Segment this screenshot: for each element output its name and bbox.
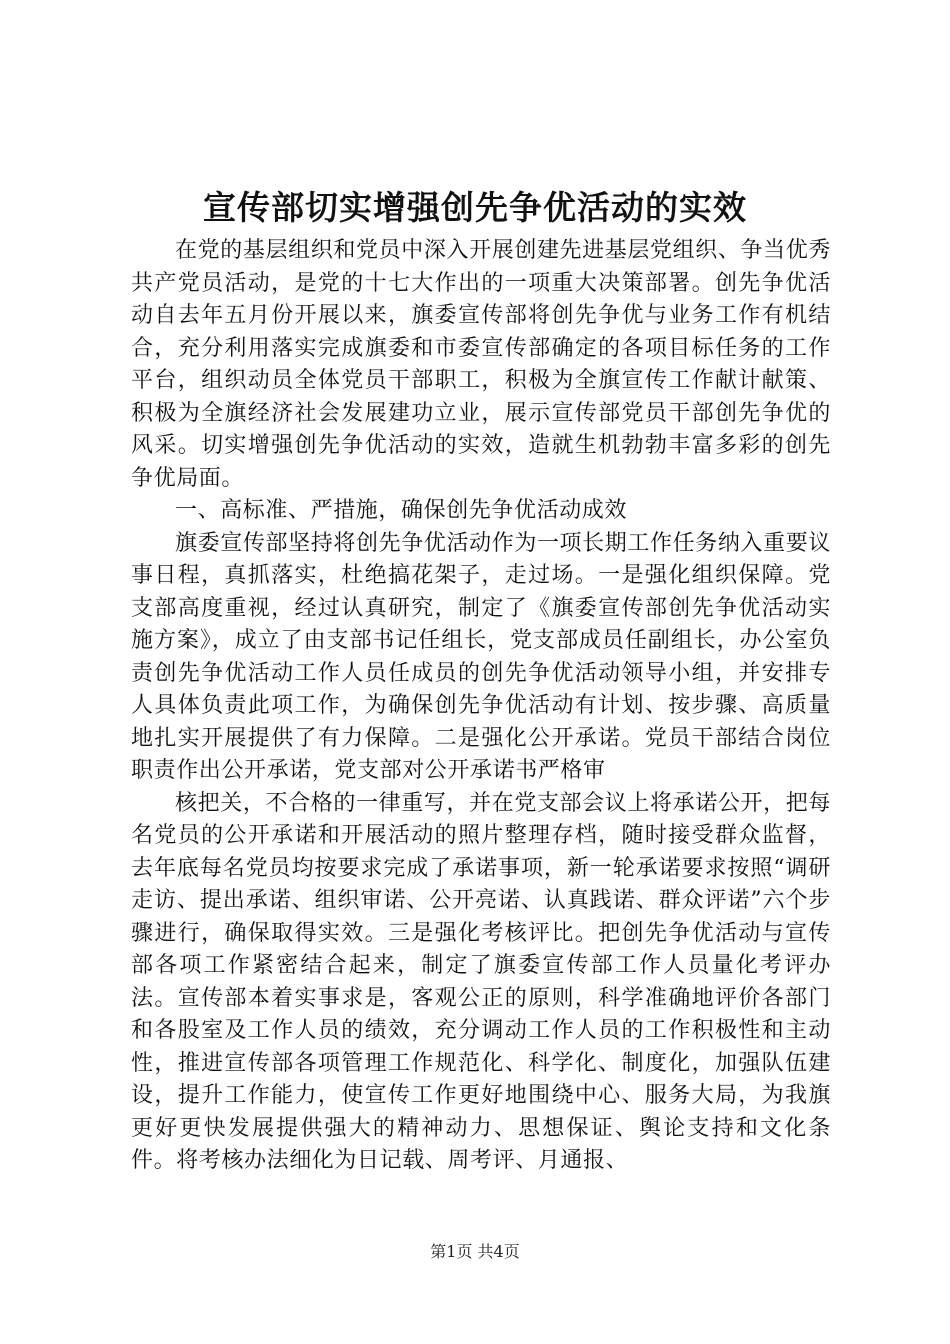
paragraph-intro: 在党的基层组织和党员中深入开展创建先进基层党组织、争当优秀共产党员活动，是党的十七大作出的一项重大决策部署。创先争优活动自去年五月份开展以来，旗委宣传部将创先争优与业务工作有机结合，充分利用落实完成旗委和市委宣传部确定的各项目标任务的工作平台，组织动员全体党员干部职工，积极为全旗宣传工作献计献策、积极为全旗经济社会发展建功立业，展示宣传部党员干部创先争优的风采。切实增强创先争优活动的实效，造就生机勃勃丰富多彩的创先争优局面。 — [131, 238, 831, 491]
paragraph-review: 核把关，不合格的一律重写，并在党支部会议上将承诺公开，把每名党员的公开承诺和开展活动的照片整理存档，随时接受群众监督，去年底每名党员均按要求完成了承诺事项，新一轮承诺要求按照“调研走访、提出承诺、组织审诺、公开亮诺、认真践诺、群众评诺”六个步骤进行，确保取得实效。三是强化考核评比。把创先争优活动与宣传部各项工作紧密结合起来，制定了旗委宣传部工作人员量化考评办法。宣传部本着实事求是，客观公正的原则，科学准确地评价各部门和各股室及工作人员的绩效，充分调动工作人员的工作积极性和主动性，推进宣传部各项管理工作规范化、科学化、制度化，加强队伍建设，提升工作能力，使宣传工作更好地围绕中心、服务大局，为我旗更好更快发展提供强大的精神动力、思想保证、舆论支持和文化条件。将考核办法细化为日记载、周考评、月通报、 — [131, 790, 831, 1173]
section-heading-1: 一、高标准、严措施，确保创先争优活动成效 — [175, 498, 628, 523]
page-number-footer: 第1页 共4页 — [430, 1242, 520, 1261]
paragraph-measures: 旗委宣传部坚持将创先争优活动作为一项长期工作任务纳入重要议事日程，真抓落实，杜绝搞花架子，走过场。一是强化组织保障。党支部高度重视，经过认真研究，制定了《旗委宣传部创先争优活动实施方案》，成立了由支部书记任组长，党支部成员任副组长，办公室负责创先争优活动工作人员任成员的创先争优活动领导小组，并安排专人具体负责此项工作，为确保创先争优活动有计划、按步骤、高质量地扎实开展提供了有力保障。二是强化公开承诺。党员干部结合岗位职责作出公开承诺，党支部对公开承诺书严格审 — [131, 530, 831, 783]
document-title: 宣传部切实增强创先争优活动的实效 — [203, 188, 747, 227]
document-body — [131, 235, 831, 1178]
